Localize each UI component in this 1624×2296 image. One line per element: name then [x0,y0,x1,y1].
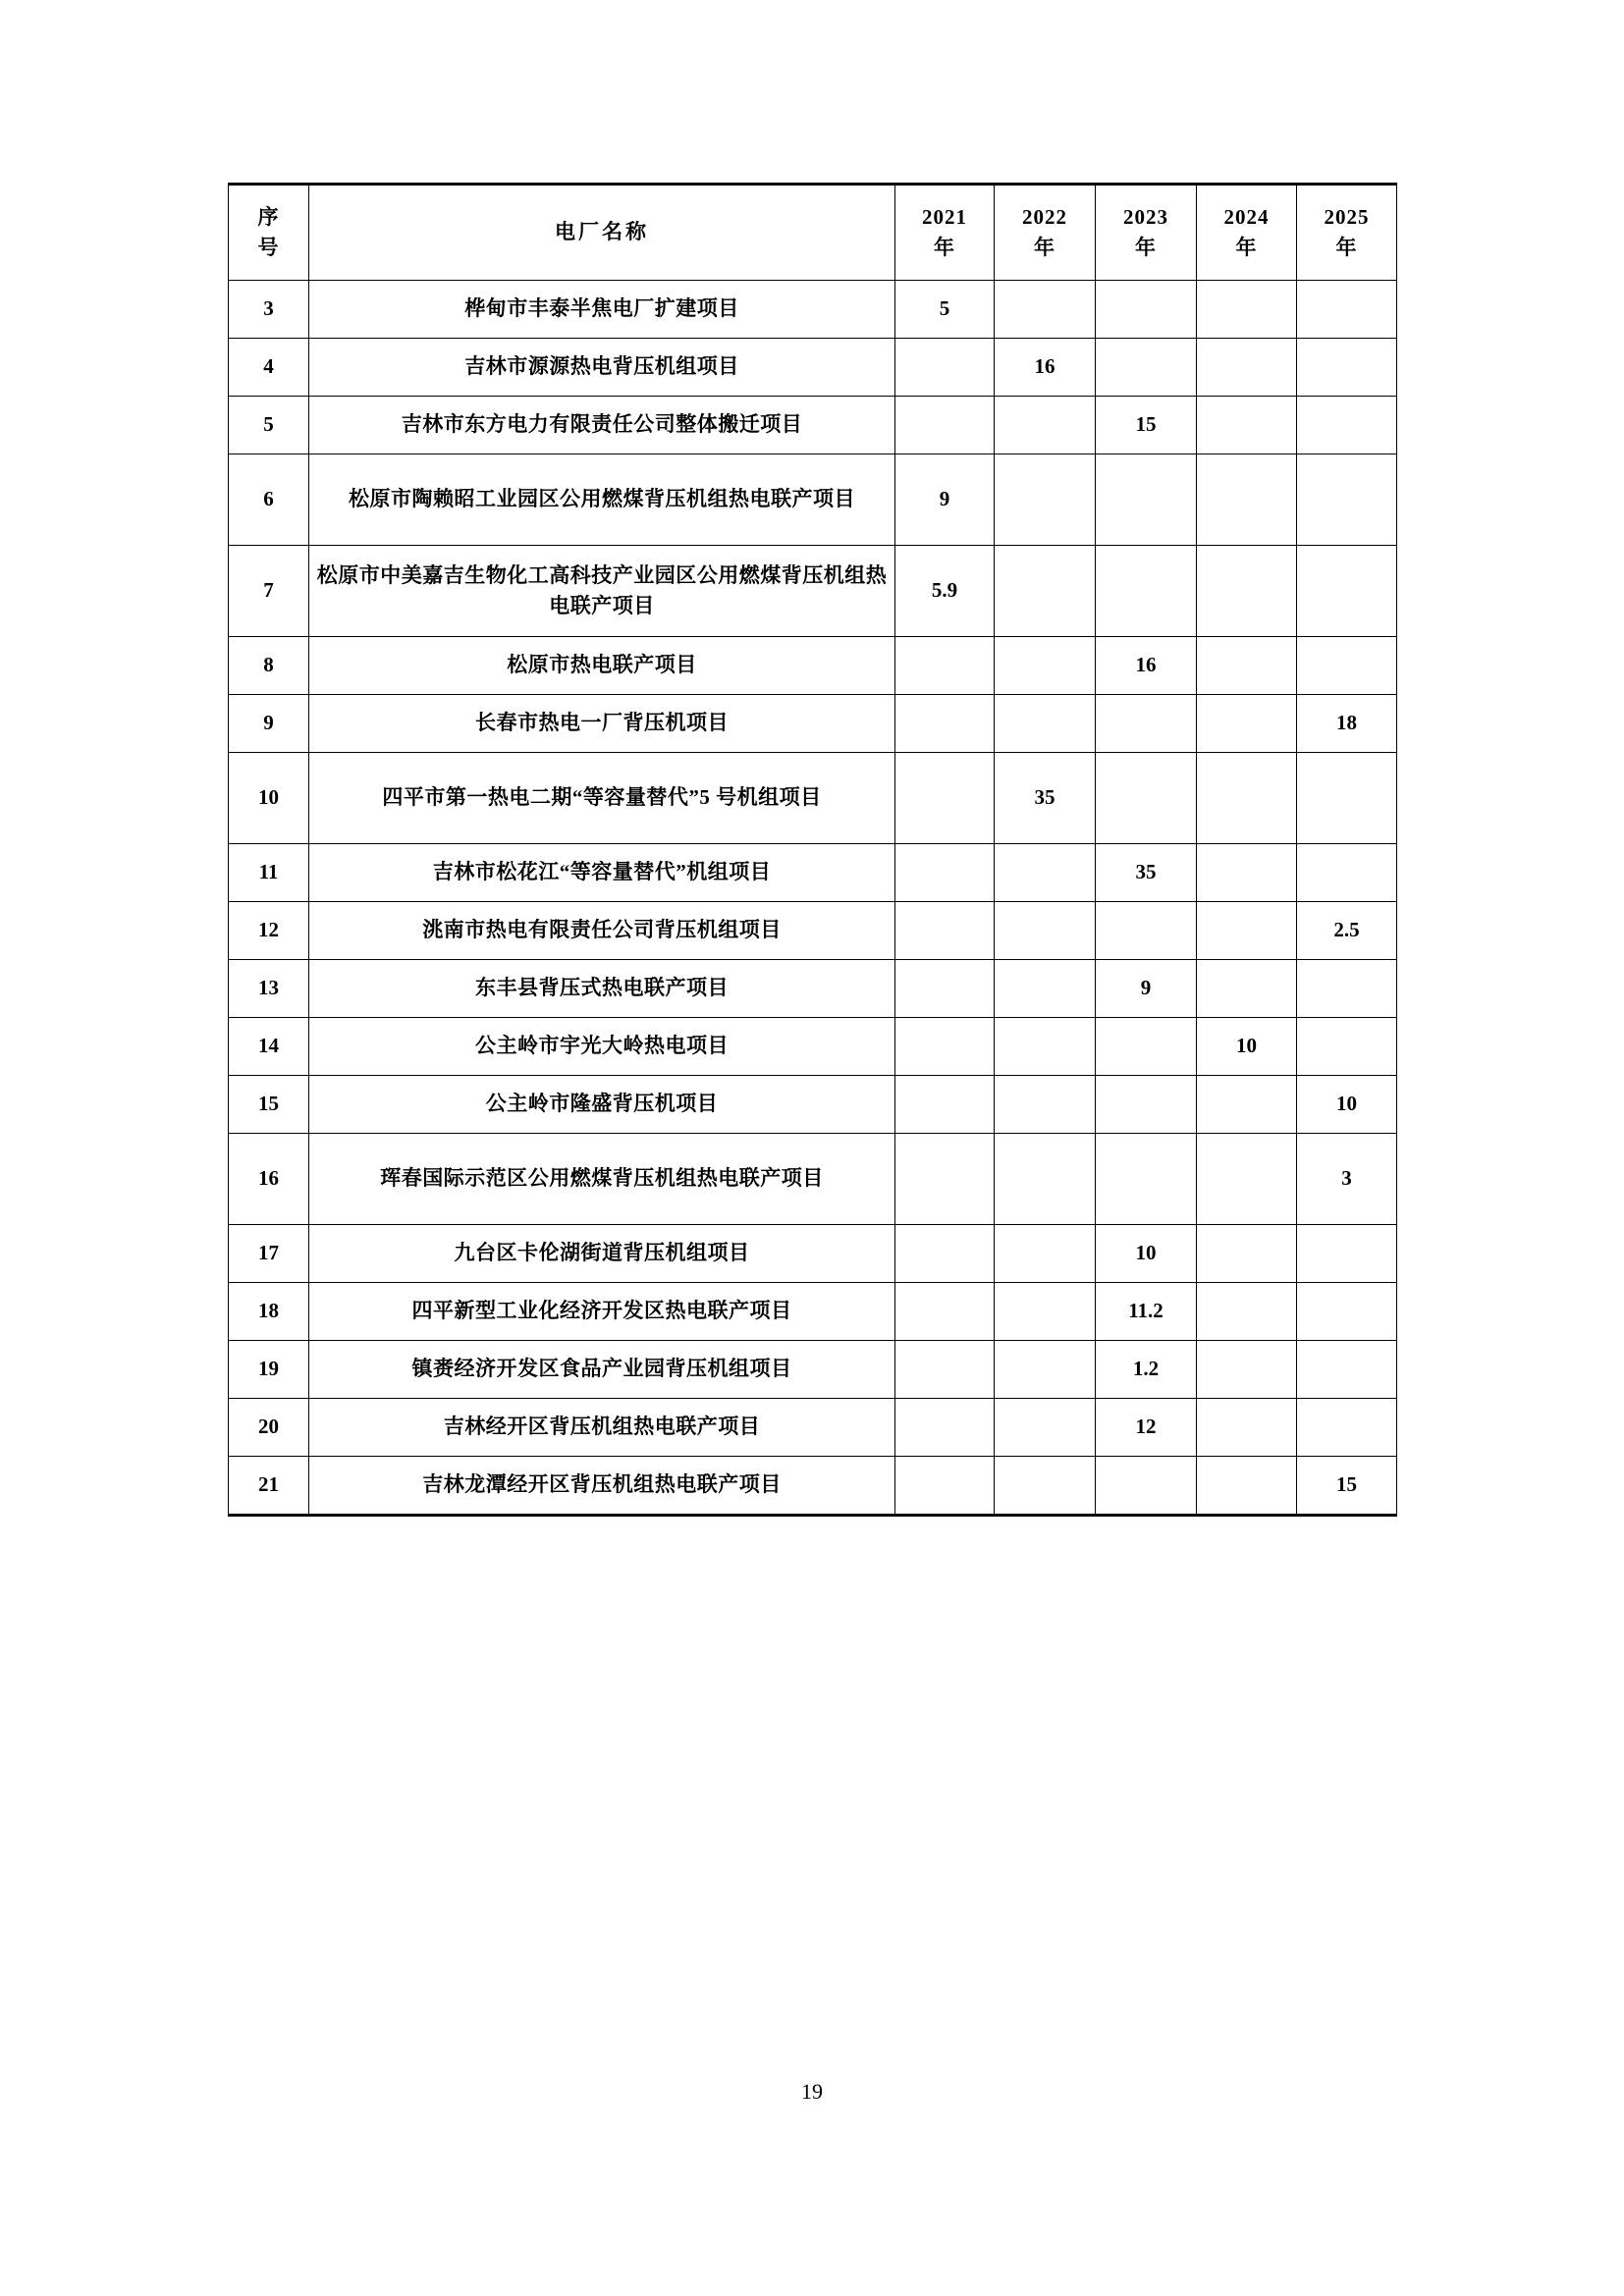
row-value-2024 [1197,339,1297,397]
column-header-2024 [1197,185,1297,281]
row-value-2021 [895,339,995,397]
table-row [229,902,1397,960]
row-value-2022 [995,1399,1096,1457]
column-header-2023-unit: 年 [1135,236,1157,259]
row-value-2022 [995,902,1096,960]
row-value-2022: 16 [995,339,1096,397]
row-value-2021 [895,1399,995,1457]
row-plant-name: 松原市热电联产项目 [309,637,895,695]
row-value-2023 [1096,1457,1197,1516]
row-value-2023 [1096,281,1197,339]
row-value-2022 [995,546,1096,637]
power-plant-schedule-table [228,183,1397,1517]
column-header-2025-year: 2025 [1324,204,1370,229]
row-plant-name: 公主岭市隆盛背压机项目 [309,1076,895,1134]
row-plant-name: 吉林龙潭经开区背压机组热电联产项目 [309,1457,895,1516]
row-value-2025: 10 [1297,1076,1397,1134]
row-value-2023 [1096,339,1197,397]
column-header-2022-year: 2022 [1022,204,1067,229]
row-sequence: 7 [229,546,309,637]
row-value-2022 [995,1225,1096,1283]
row-value-2021: 5 [895,281,995,339]
row-sequence: 15 [229,1076,309,1134]
row-value-2025 [1297,1341,1397,1399]
row-sequence: 16 [229,1134,309,1225]
row-plant-name: 松原市中美嘉吉生物化工高科技产业园区公用燃煤背压机组热电联产项目 [309,546,895,637]
row-value-2025 [1297,1225,1397,1283]
column-header-2023-year: 2023 [1123,204,1168,229]
row-value-2022 [995,1283,1096,1341]
row-value-2025 [1297,1283,1397,1341]
table-row [229,1076,1397,1134]
row-value-2022 [995,397,1096,454]
row-plant-name: 镇赉经济开发区食品产业园背压机组项目 [309,1341,895,1399]
row-value-2024 [1197,1076,1297,1134]
row-value-2024 [1197,960,1297,1018]
row-plant-name: 吉林市东方电力有限责任公司整体搬迁项目 [309,397,895,454]
row-value-2024 [1197,902,1297,960]
table-row [229,1457,1397,1516]
row-sequence: 10 [229,753,309,844]
row-sequence: 3 [229,281,309,339]
column-header-2021 [895,185,995,281]
table-row [229,1341,1397,1399]
row-value-2025 [1297,637,1397,695]
row-value-2022 [995,1076,1096,1134]
row-value-2021 [895,695,995,753]
column-header-2022 [995,185,1096,281]
column-header-2023 [1096,185,1197,281]
row-value-2021 [895,1457,995,1516]
table-row [229,1283,1397,1341]
table-row [229,397,1397,454]
row-value-2025: 18 [1297,695,1397,753]
row-plant-name: 东丰县背压式热电联产项目 [309,960,895,1018]
row-plant-name: 洮南市热电有限责任公司背压机组项目 [309,902,895,960]
column-header-plant-name: 电厂名称 [309,185,895,281]
row-value-2023: 11.2 [1096,1283,1197,1341]
row-value-2024 [1197,1225,1297,1283]
row-plant-name: 四平市第一热电二期“等容量替代”5 号机组项目 [309,753,895,844]
row-value-2021 [895,753,995,844]
row-value-2021 [895,1018,995,1076]
row-value-2022 [995,281,1096,339]
row-value-2024 [1197,753,1297,844]
row-value-2022 [995,1341,1096,1399]
row-value-2022 [995,844,1096,902]
row-value-2025 [1297,1399,1397,1457]
row-value-2024 [1197,1457,1297,1516]
table-row [229,844,1397,902]
row-value-2022 [995,637,1096,695]
column-header-sequence [229,185,309,281]
row-value-2024 [1197,1399,1297,1457]
row-sequence: 6 [229,454,309,546]
row-value-2021 [895,1225,995,1283]
row-value-2023 [1096,753,1197,844]
row-value-2025 [1297,454,1397,546]
row-value-2022 [995,960,1096,1018]
row-value-2023: 16 [1096,637,1197,695]
row-sequence: 17 [229,1225,309,1283]
row-value-2025 [1297,1018,1397,1076]
row-value-2022 [995,454,1096,546]
row-sequence: 13 [229,960,309,1018]
row-value-2024 [1197,454,1297,546]
row-value-2021 [895,1134,995,1225]
table-row [229,1225,1397,1283]
row-sequence: 12 [229,902,309,960]
row-value-2023: 1.2 [1096,1341,1197,1399]
row-sequence: 11 [229,844,309,902]
row-value-2025 [1297,960,1397,1018]
row-sequence: 5 [229,397,309,454]
row-value-2025 [1297,546,1397,637]
row-plant-name: 吉林市松花江“等容量替代”机组项目 [309,844,895,902]
column-header-2021-unit: 年 [934,236,955,259]
column-header-2024-year: 2024 [1223,204,1270,229]
row-value-2021 [895,1283,995,1341]
column-header-2024-unit: 年 [1235,236,1258,259]
table-row [229,960,1397,1018]
table-row [229,546,1397,637]
row-value-2022: 35 [995,753,1096,844]
row-value-2025 [1297,397,1397,454]
row-value-2023 [1096,1076,1197,1134]
row-value-2023: 9 [1096,960,1197,1018]
row-value-2025: 15 [1297,1457,1397,1516]
row-sequence: 18 [229,1283,309,1341]
row-value-2023 [1096,454,1197,546]
row-value-2022 [995,695,1096,753]
table-row [229,695,1397,753]
row-plant-name: 九台区卡伦湖街道背压机组项目 [309,1225,895,1283]
row-value-2022 [995,1134,1096,1225]
row-value-2021 [895,1341,995,1399]
row-value-2025 [1297,281,1397,339]
table-row [229,339,1397,397]
row-plant-name: 珲春国际示范区公用燃煤背压机组热电联产项目 [309,1134,895,1225]
row-plant-name: 吉林市源源热电背压机组项目 [309,339,895,397]
row-value-2024 [1197,637,1297,695]
column-header-2025 [1297,185,1397,281]
row-value-2024 [1197,281,1297,339]
table-row [229,1134,1397,1225]
row-value-2024 [1197,397,1297,454]
row-value-2021: 5.9 [895,546,995,637]
row-sequence: 19 [229,1341,309,1399]
row-value-2024 [1197,844,1297,902]
row-value-2021: 9 [895,454,995,546]
row-value-2025 [1297,844,1397,902]
row-value-2023 [1096,546,1197,637]
row-value-2023: 35 [1096,844,1197,902]
row-value-2023 [1096,902,1197,960]
row-plant-name: 长春市热电一厂背压机项目 [309,695,895,753]
table-row [229,1018,1397,1076]
row-value-2021 [895,902,995,960]
column-header-2022-unit: 年 [1034,236,1056,259]
table-row [229,454,1397,546]
row-value-2022 [995,1457,1096,1516]
row-value-2023 [1096,695,1197,753]
row-value-2025: 2.5 [1297,902,1397,960]
row-sequence: 9 [229,695,309,753]
table-row [229,753,1397,844]
row-sequence: 4 [229,339,309,397]
row-value-2024 [1197,695,1297,753]
row-value-2024 [1197,1134,1297,1225]
row-value-2021 [895,397,995,454]
table-row [229,637,1397,695]
row-plant-name: 桦甸市丰泰半焦电厂扩建项目 [309,281,895,339]
row-value-2021 [895,637,995,695]
row-value-2024 [1197,546,1297,637]
power-plant-table-wrapper [228,183,1396,1517]
row-value-2023: 10 [1096,1225,1197,1283]
row-plant-name: 吉林经开区背压机组热电联产项目 [309,1399,895,1457]
row-sequence: 14 [229,1018,309,1076]
row-value-2021 [895,844,995,902]
row-value-2023 [1096,1018,1197,1076]
row-sequence: 8 [229,637,309,695]
column-header-2021-year: 2021 [922,204,967,229]
row-value-2021 [895,1076,995,1134]
row-plant-name: 松原市陶赖昭工业园区公用燃煤背压机组热电联产项目 [309,454,895,546]
row-plant-name: 公主岭市宇光大岭热电项目 [309,1018,895,1076]
row-plant-name: 四平新型工业化经济开发区热电联产项目 [309,1283,895,1341]
table-header-row [229,185,1397,281]
row-value-2024 [1197,1283,1297,1341]
table-row [229,1399,1397,1457]
row-value-2023: 12 [1096,1399,1197,1457]
row-value-2024 [1197,1341,1297,1399]
row-sequence: 21 [229,1457,309,1516]
column-header-sequence-line2: 号 [257,236,280,259]
row-value-2021 [895,960,995,1018]
row-value-2025: 3 [1297,1134,1397,1225]
row-value-2023: 15 [1096,397,1197,454]
row-value-2025 [1297,753,1397,844]
row-value-2024: 10 [1197,1018,1297,1076]
row-value-2025 [1297,339,1397,397]
table-row [229,281,1397,339]
column-header-sequence-line1: 序 [257,204,280,229]
row-value-2022 [995,1018,1096,1076]
column-header-2025-unit: 年 [1335,236,1358,259]
row-sequence: 20 [229,1399,309,1457]
page-number: 19 [801,2079,823,2104]
row-value-2023 [1096,1134,1197,1225]
